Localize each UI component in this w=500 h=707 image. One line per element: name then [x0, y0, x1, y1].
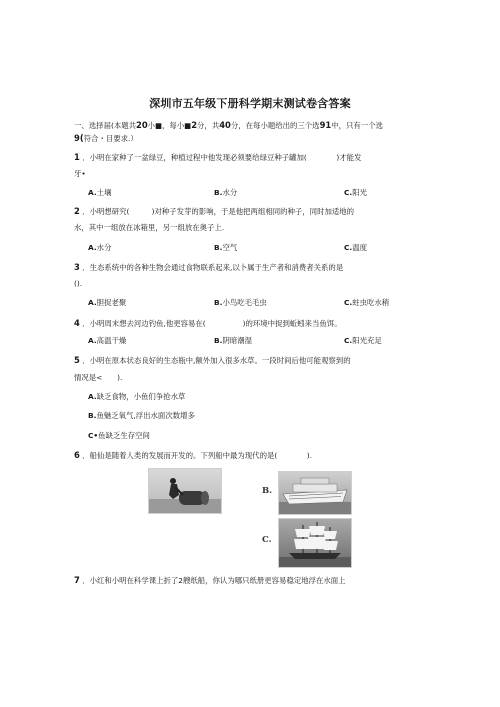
cruise-ship-icon: [279, 472, 351, 514]
ship-image-a: [148, 468, 222, 514]
question-4-option-c: C.阳光充足: [344, 336, 382, 345]
question-4-option-a: A.高温干燥: [88, 336, 127, 345]
ship-image-c: [278, 518, 352, 568]
section-intro-line-2: 9(符合・目要求.）: [74, 133, 138, 143]
question-1-option-c: C.阳光: [344, 188, 368, 197]
question-2-option-a: A.水分: [88, 243, 112, 252]
question-2-option-c: C.温度: [344, 243, 368, 252]
document-title: 深圳市五年级下册科学期末测试卷含答案: [149, 97, 351, 110]
log-raft-icon: [149, 469, 221, 513]
image-label-c: C.: [262, 535, 272, 545]
question-5-option-c: C•鱼缺乏生存空间: [88, 431, 150, 440]
question-7-line-1: 7 ．小红和小明在科学课上折了2艘纸船，你认为哪只纸册更容易稳定地浮在水面上: [74, 575, 346, 585]
question-5-line-2: 情况是< ).: [74, 373, 123, 382]
question-4-option-b: B.阴暗潮湿: [214, 336, 253, 345]
question-3-option-a: A.胆捉老聚: [88, 298, 127, 307]
image-label-b: B.: [262, 486, 273, 496]
sailing-ship-icon: [279, 519, 351, 567]
question-3-line-1: 3 ．生态系统中的各种生物会通过食物联系起来,以卜属于生产者和消费者关系的是: [74, 262, 344, 272]
question-1-option-b: B.水分: [214, 188, 238, 197]
question-3-option-c: C.蛀虫吃水稍: [344, 298, 390, 307]
question-1-line-2: 牙•: [74, 169, 86, 178]
question-6-line-1: 6 ．船仙是随着人类的发展而开发的。下列船中最为现代的是( ).: [74, 450, 313, 460]
ship-image-b: [278, 471, 352, 515]
question-5-line-1: 5 ．小明在原本状态良好的生态瓶中,额外加入很多水草。一段时间后他可能观察到的: [74, 355, 351, 365]
question-5-option-a: A.缺乏食物，小鱼们争抢水草: [88, 392, 186, 401]
question-2-line-2: 水，其中一组放在冰箱里，另一组放在奥子上.: [74, 223, 225, 232]
question-5-option-b: B.鱼魅乏氧气,浮出水面次数增多: [88, 411, 195, 420]
question-3-line-2: ().: [74, 279, 83, 288]
question-1-option-a: A.土壤: [88, 188, 112, 197]
question-4-line-1: 4 ．小明周末想去河边钓鱼,他更容易在( )的环境中捉到蚯蚓来当鱼饵。: [74, 318, 342, 328]
question-3-option-b: B.小鸟吃毛毛虫: [214, 298, 267, 307]
question-2-line-1: 2 ．小明想研究( )对种子发芽的影响，于是他把两组相同的种子，同时加适地的: [74, 206, 355, 216]
section-intro-line-1: 一、选择届(本题共20小■，每小■2分，共40分，在每小题给出的三个选91中，只有一个选: [74, 120, 383, 130]
question-1-line-1: 1 ．小明在家种了一盆绿豆，种植过程中他发现必须要给绿豆种子罐加( )才能发: [74, 152, 362, 162]
question-2-option-b: B.空气: [214, 243, 238, 252]
